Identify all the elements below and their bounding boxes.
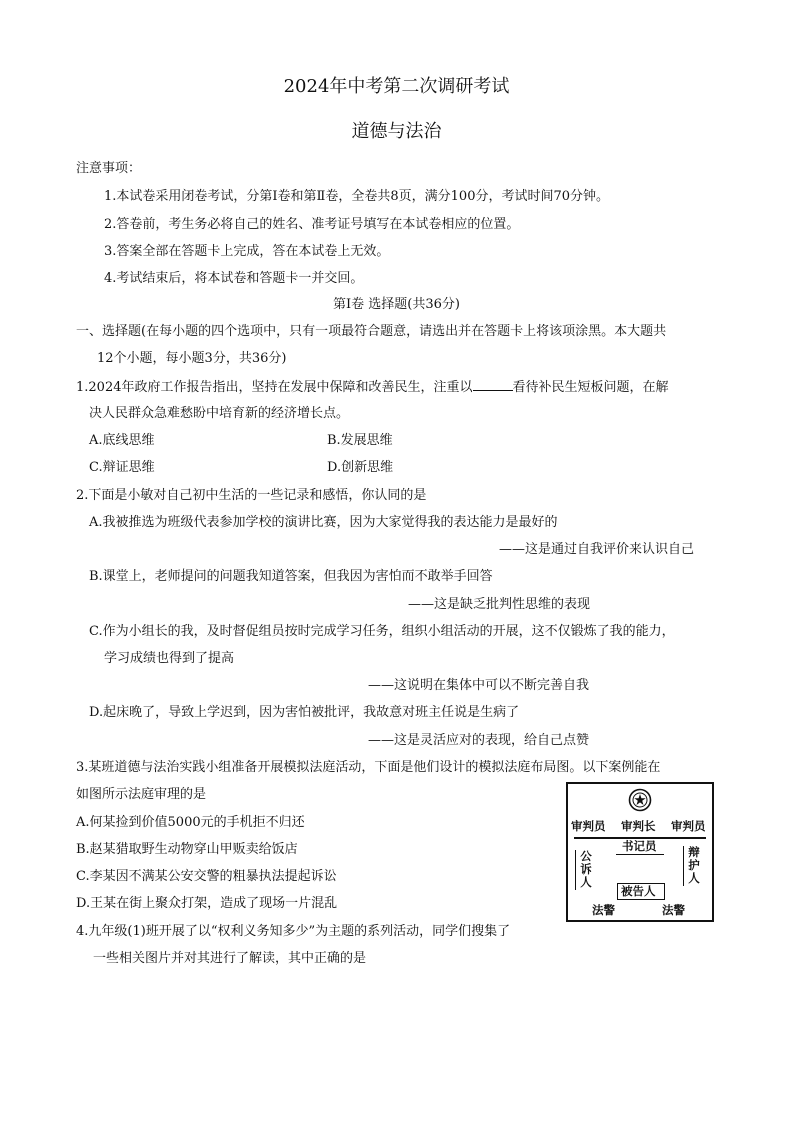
judge-right-label: 审判员 xyxy=(671,819,706,833)
question-1-option-a: A.底线思维 xyxy=(89,433,155,448)
section-instructions: 一、选择题(在每小题的四个选项中，只有一项最符合题意，请选出并在答题卡上将该项涂黑。本大题共 xyxy=(76,324,667,339)
question-3-stem: 3.某班道德与法治实践小组准备开展模拟法庭活动，下面是他们设计的模拟法庭布局图。以下案例能在 xyxy=(76,760,661,775)
notice-item: 4.考试结束后，将本试卷和答题卡一并交回。 xyxy=(104,271,364,286)
question-3-option-b: B.赵某猎取野生动物穿山甲贩卖给饭店 xyxy=(76,842,298,857)
question-1-text-b: 看待补民生短板问题，在解 xyxy=(512,380,669,395)
question-1-text-a: 1.2024年政府工作报告指出，坚持在发展中保障和改善民生，注重以 xyxy=(76,380,473,395)
question-3-option-a: A.何某捡到价值5000元的手机拒不归还 xyxy=(76,815,305,830)
question-4-stem: 4.九年级(1)班开展了以“权利义务知多少”为主题的系列活动，同学们搜集了 xyxy=(76,924,511,939)
judge-left-label: 审判员 xyxy=(571,819,606,833)
notice-item: 3.答案全部在答题卡上完成，答在本试卷上无效。 xyxy=(104,244,390,259)
defense-desk xyxy=(683,846,684,886)
prosecutor-desk xyxy=(575,850,576,890)
notice-item: 1.本试卷采用闭卷考试，分第Ⅰ卷和第Ⅱ卷，全卷共8页，满分100分，考试时间70分钟。 xyxy=(104,189,610,204)
question-2-option-a: A.我被推选为班级代表参加学校的演讲比赛，因为大家觉得我的表达能力是最好的 xyxy=(89,515,558,530)
question-2-option-d: D.起床晚了，导致上学迟到，因为害怕被批评，我故意对班主任说是生病了 xyxy=(89,705,520,720)
question-1-option-d: D.创新思维 xyxy=(327,460,394,475)
question-2-option-b-note: ——这是缺乏批判性思维的表现 xyxy=(408,597,591,612)
court-layout-diagram xyxy=(566,782,714,922)
defense-label: 辩护人 xyxy=(688,845,700,885)
national-emblem-icon xyxy=(628,788,652,812)
question-3-stem-cont: 如图所示法庭审理的是 xyxy=(76,787,207,802)
question-2-option-a-note: ——这是通过自我评价来认识自己 xyxy=(499,542,695,557)
question-1-option-c: C.辩证思维 xyxy=(89,460,155,475)
presiding-judge-label: 审判长 xyxy=(621,819,656,833)
notice-heading: 注意事项： xyxy=(76,161,142,176)
bailiff-left-label: 法警 xyxy=(592,903,615,917)
section-title: 第Ⅰ卷 选择题(共36分) xyxy=(333,297,460,312)
section-instructions-cont: 12个小题，每小题3分，共36分) xyxy=(97,351,287,366)
question-1-stem xyxy=(76,378,669,397)
question-3-option-d: D.王某在街上聚众打架，造成了现场一片混乱 xyxy=(76,896,338,911)
question-1-stem-cont: 决人民群众急难愁盼中培育新的经济增长点。 xyxy=(89,406,350,421)
question-2-option-c: C.作为小组长的我，及时督促组员按时完成学习任务，组织小组活动的开展，这不仅锻炼了我的能力， xyxy=(89,624,675,639)
question-2-stem: 2.下面是小敏对自己初中生活的一些记录和感悟，你认同的是 xyxy=(76,488,427,503)
question-2-option-b: B.课堂上，老师提问的问题我知道答案，但我因为害怕而不敢举手回答 xyxy=(89,569,493,584)
prosecutor-label: 公诉人 xyxy=(580,849,592,889)
question-2-option-d-note: ——这是灵活应对的表现，给自己点赞 xyxy=(368,733,590,748)
bailiff-right-label: 法警 xyxy=(662,903,685,917)
subject-title: 道德与法治 xyxy=(351,121,442,142)
notice-item: 2.答卷前，考生务必将自己的姓名、准考证号填写在本试卷相应的位置。 xyxy=(104,217,520,232)
answer-blank xyxy=(473,378,513,391)
question-4-stem-cont: 一些相关图片并对其进行了解读，其中正确的是 xyxy=(93,951,367,966)
exam-title: 2024年中考第二次调研考试 xyxy=(283,76,510,97)
clerk-desk xyxy=(616,854,664,855)
question-1-option-b: B.发展思维 xyxy=(327,433,393,448)
question-2-option-c-note: ——这说明在集体中可以不断完善自我 xyxy=(368,678,590,693)
question-3-option-c: C.李某因不满某公安交警的粗暴执法提起诉讼 xyxy=(76,869,337,884)
defendant-label: 被告人 xyxy=(621,884,656,898)
question-2-option-c-cont: 学习成绩也得到了提高 xyxy=(104,651,235,666)
clerk-label: 书记员 xyxy=(622,839,657,853)
